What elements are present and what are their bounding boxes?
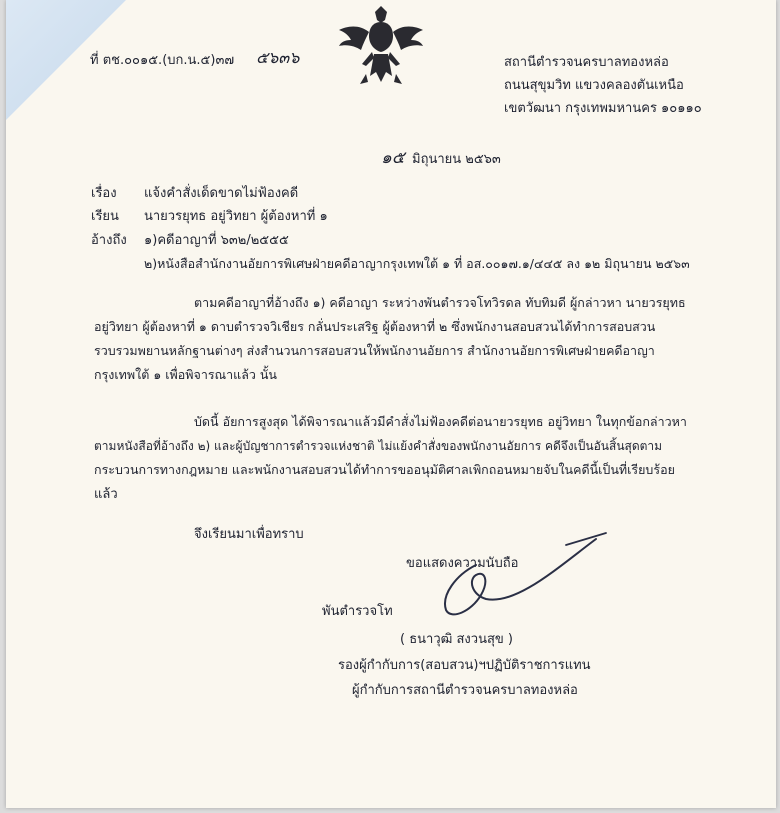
handwritten-reference: ๕๖๓๖ [256, 48, 300, 67]
recipient-label: เรียน [91, 209, 119, 224]
signer-position-1: รองผู้กำกับการ(สอบสวน)ฯปฏิบัติราชการแทน [338, 658, 591, 673]
signer-rank: พันตำรวจโท [322, 604, 393, 619]
closing-inform: จึงเรียนมาเพื่อทราบ [194, 527, 304, 542]
document-page [6, 0, 776, 808]
date-day: ๑๕ [381, 148, 405, 168]
paragraph-2-line-4: แล้ว [94, 487, 118, 502]
sender-address-line3: เขตวัฒนา กรุงเทพมหานคร ๑๐๑๑๐ [504, 101, 702, 116]
signer-position-2: ผู้กำกับการสถานีตำรวจนครบาลทองหล่อ [352, 683, 578, 698]
paragraph-2-line-1: บัดนี้ อัยการสูงสุด ได้พิจารณาแล้วมีคำสั่งไม่ฟ้องคดีต่อนายวรยุทธ อยู่วิทยา ในทุกข้อกล่าวหา [194, 414, 687, 429]
date-month-year: มิถุนายน ๒๕๖๓ [412, 152, 501, 167]
paragraph-1-line-3: รวบรวมพยานหลักฐานต่างๆ ส่งสำนวนการสอบสวนให้พนักงานอัยการ สำนักงานอัยการพิเศษฝ่ายคดีอาญา [94, 343, 655, 358]
garuda-emblem-icon [336, 2, 426, 90]
handwritten-signature-icon [416, 525, 626, 620]
reference-item-1: ๑)คดีอาญาที่ ๖๓๒/๒๕๕๕ [144, 233, 289, 248]
paragraph-1-line-4: กรุงเทพใต้ ๑ เพื่อพิจารณาแล้ว นั้น [94, 367, 277, 382]
sender-address-line1: สถานีตำรวจนครบาลทองหล่อ [504, 55, 669, 70]
signer-name: ( ธนาวุฒิ สงวนสุข ) [400, 632, 513, 647]
paragraph-1-line-1: ตามคดีอาญาที่อ้างถึง ๑) คดีอาญา ระหว่างพันตำรวจโทวิรดล ทับทิมดี ผู้กล่าวหา นายวรยุทธ [194, 295, 686, 310]
paragraph-2-line-3: กระบวนการทางกฎหมาย และพนักงานสอบสวนได้ทำการขออนุมัติศาลเพิกถอนหมายจับในคดีนี้เป็นที่เรียบร้อย [94, 462, 675, 477]
subject-label: เรื่อง [91, 186, 117, 201]
sender-address-line2: ถนนสุขุมวิท แขวงคลองตันเหนือ [504, 78, 684, 93]
reference-number: ที่ ตช.๐๐๑๕.(บก.น.๕)๓๗ [90, 53, 235, 68]
paragraph-2-line-2: ตามหนังสือที่อ้างถึง ๒) และผู้บัญชาการตำรวจแห่งชาติ ไม่แย้งคำสั่งของพนักงานอัยการ คดีจึงเป็นอันสิ้นสุดตาม [94, 439, 663, 453]
closing-regards: ขอแสดงความนับถือ [406, 556, 519, 571]
reference-label: อ้างถึง [91, 233, 127, 248]
paragraph-1-line-2: อยู่วิทยา ผู้ต้องหาที่ ๑ ดาบตำรวจวิเชียร กลั่นประเสริฐ ผู้ต้องหาที่ ๒ ซึ่งพนักงานสอบสวนได้ทำการสอบสวน [94, 319, 656, 334]
subject-text: แจ้งคำสั่งเด็ดขาดไม่ฟ้องคดี [144, 186, 299, 201]
recipient-text: นายวรยุทธ อยู่วิทยา ผู้ต้องหาที่ ๑ [144, 209, 328, 224]
reference-item-2: ๒)หนังสือสำนักงานอัยการพิเศษฝ่ายคดีอาญากรุงเทพใต้ ๑ ที่ อส.๐๐๑๗.๑/๔๔๕ ลง ๑๒ มิถุนายน ๒๕๖๓ [144, 256, 690, 271]
